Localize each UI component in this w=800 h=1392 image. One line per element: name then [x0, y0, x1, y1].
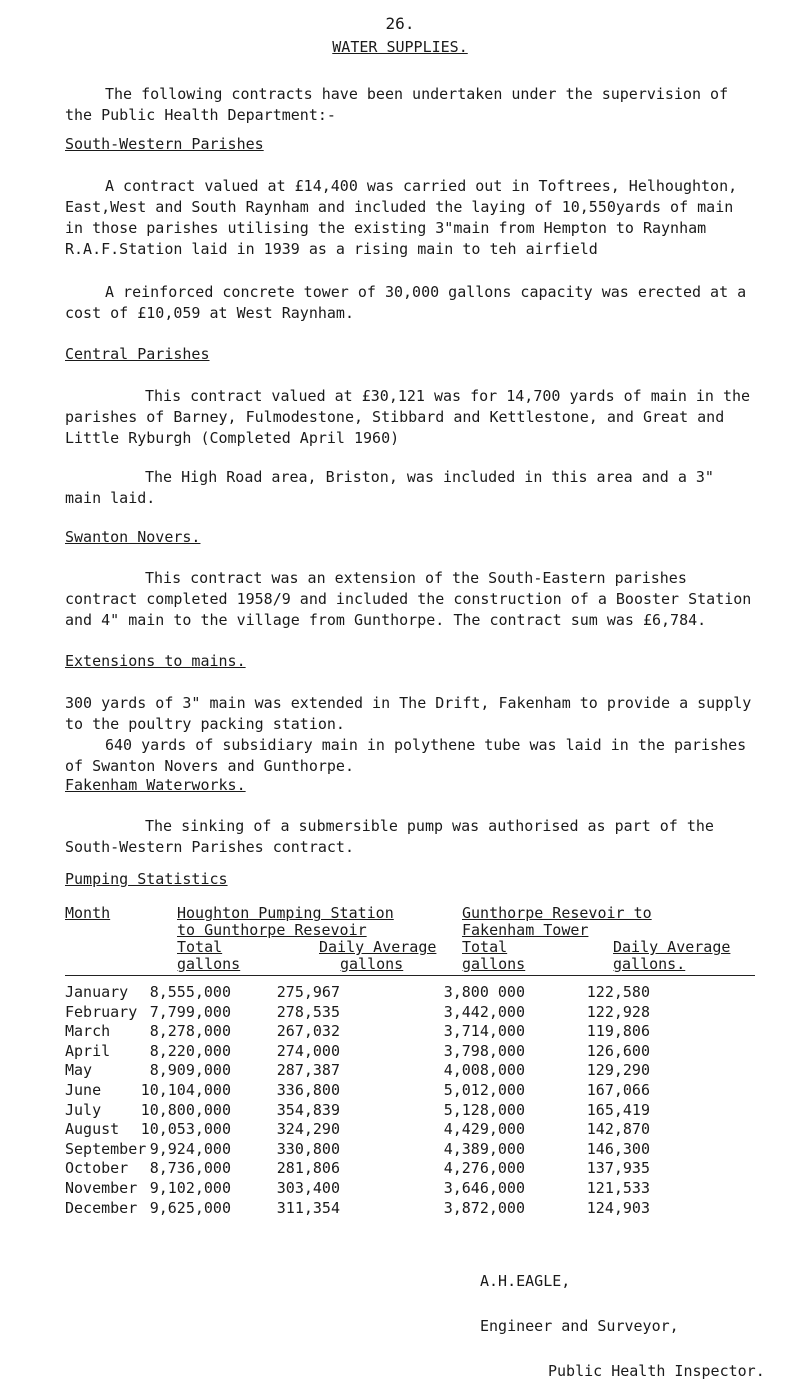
section-heading-fakenham-waterworks: Fakenham Waterworks.	[65, 776, 246, 794]
fakenham-waterworks-paragraph: The sinking of a submersible pump was authorised as part of the South-Western Parishes contract.	[65, 817, 723, 856]
gunthorpe-group-header-line1: Gunthorpe Resevoir to	[462, 904, 652, 922]
houghton-daily-unit: gallons	[340, 955, 404, 973]
signature-title-2: Public Health Inspector.	[548, 1362, 765, 1380]
section-heading-central: Central Parishes	[65, 345, 210, 363]
central-paragraph-2: The High Road area, Briston, was included in this area and a 3" main laid.	[65, 468, 723, 507]
table-row: January 8,555,000 275,967 3,800 000 122,580	[65, 983, 650, 1001]
houghton-total-unit: gallons	[177, 955, 241, 973]
south-western-paragraph-1: A contract valued at £14,400 was carried out in Toftrees, Helhoughton, East,West and South Raynham and included the laying of 10,550yards of main in those parishes utilising the existing 3"main from Hempton to Raynham R.A.F.Station laid in 1939 as a rising main to teh airfield	[65, 177, 747, 258]
gunthorpe-total-header: Total	[462, 938, 508, 956]
houghton-total-header: Total	[177, 938, 223, 956]
table-row: April 8,220,000 274,000 3,798,000 126,600	[65, 1041, 650, 1060]
section-heading-south-western: South-Western Parishes	[65, 135, 264, 153]
table-row: February 7,799,000 278,535 3,442,000 122,928	[65, 1002, 650, 1021]
central-paragraph-1: This contract valued at £30,121 was for 14,700 yards of main in the parishes of Barney, Fulmodestone, Stibbard and Kettlestone, and Great and Little Ryburgh (Completed April 1960)	[65, 387, 760, 447]
intro-paragraph: The following contracts have been undertaken under the supervision of the Public Health Department:-	[65, 85, 738, 124]
table-body	[65, 983, 755, 1218]
table-row: May 8,909,000 287,387 4,008,000 129,290	[65, 1061, 650, 1080]
section-heading-swanton-novers: Swanton Novers.	[65, 528, 201, 546]
gunthorpe-group-header-line2: Fakenham Tower	[462, 921, 589, 939]
extensions-paragraph-2: 640 yards of subsidiary main in polythene tube was laid in the parishes of Swanton Novers and Gunthorpe.	[65, 736, 756, 775]
gunthorpe-daily-header: Daily Average	[613, 938, 731, 956]
header-rule	[65, 975, 755, 976]
table-row: October 8,736,000 281,806 4,276,000 137,935	[65, 1159, 650, 1178]
gunthorpe-daily-unit: gallons.	[613, 955, 686, 973]
houghton-daily-header: Daily Average	[319, 938, 437, 956]
table-row: June 10,104,000 336,800 5,012,000 167,066	[65, 1080, 650, 1099]
swanton-novers-paragraph: This contract was an extension of the South-Eastern parishes contract completed 1958/9 and included the construction of a Booster Station and 4" main to the village from Gunthorpe. The contract sum was £6,784.	[65, 569, 761, 629]
table-row: July 10,800,000 354,839 5,128,000 165,419	[65, 1100, 650, 1119]
houghton-group-header-line2: to Gunthorpe Resevoir	[177, 921, 367, 939]
signature-title-1: Engineer and Surveyor,	[480, 1317, 679, 1335]
table-row: December 9,625,000 311,354 3,872,000 124,903	[65, 1198, 650, 1217]
houghton-group-header-line1: Houghton Pumping Station	[177, 904, 394, 922]
table-row: August 10,053,000 324,290 4,429,000 142,870	[65, 1120, 650, 1139]
south-western-paragraph-2: A reinforced concrete tower of 30,000 gallons capacity was erected at a cost of £10,059 at West Raynham.	[65, 283, 756, 322]
table-row: September 9,924,000 330,800 4,389,000 146,300	[65, 1139, 650, 1158]
page-title: WATER SUPPLIES.	[332, 38, 468, 56]
section-heading-extensions: Extensions to mains.	[65, 652, 246, 670]
page-number: 26.	[385, 14, 415, 33]
pumping-statistics-heading: Pumping Statistics	[65, 870, 228, 888]
table-row: November 9,102,000 303,400 3,646,000 121,533	[65, 1178, 650, 1197]
extensions-paragraph-1: 300 yards of 3" main was extended in The Drift, Fakenham to provide a supply to the poultry packing station.	[65, 694, 761, 733]
signature-name: A.H.EAGLE,	[480, 1272, 571, 1290]
gunthorpe-total-unit: gallons	[462, 955, 526, 973]
table-row: March 8,278,000 267,032 3,714,000 119,806	[65, 1022, 650, 1041]
col-month-header: Month	[65, 904, 111, 922]
